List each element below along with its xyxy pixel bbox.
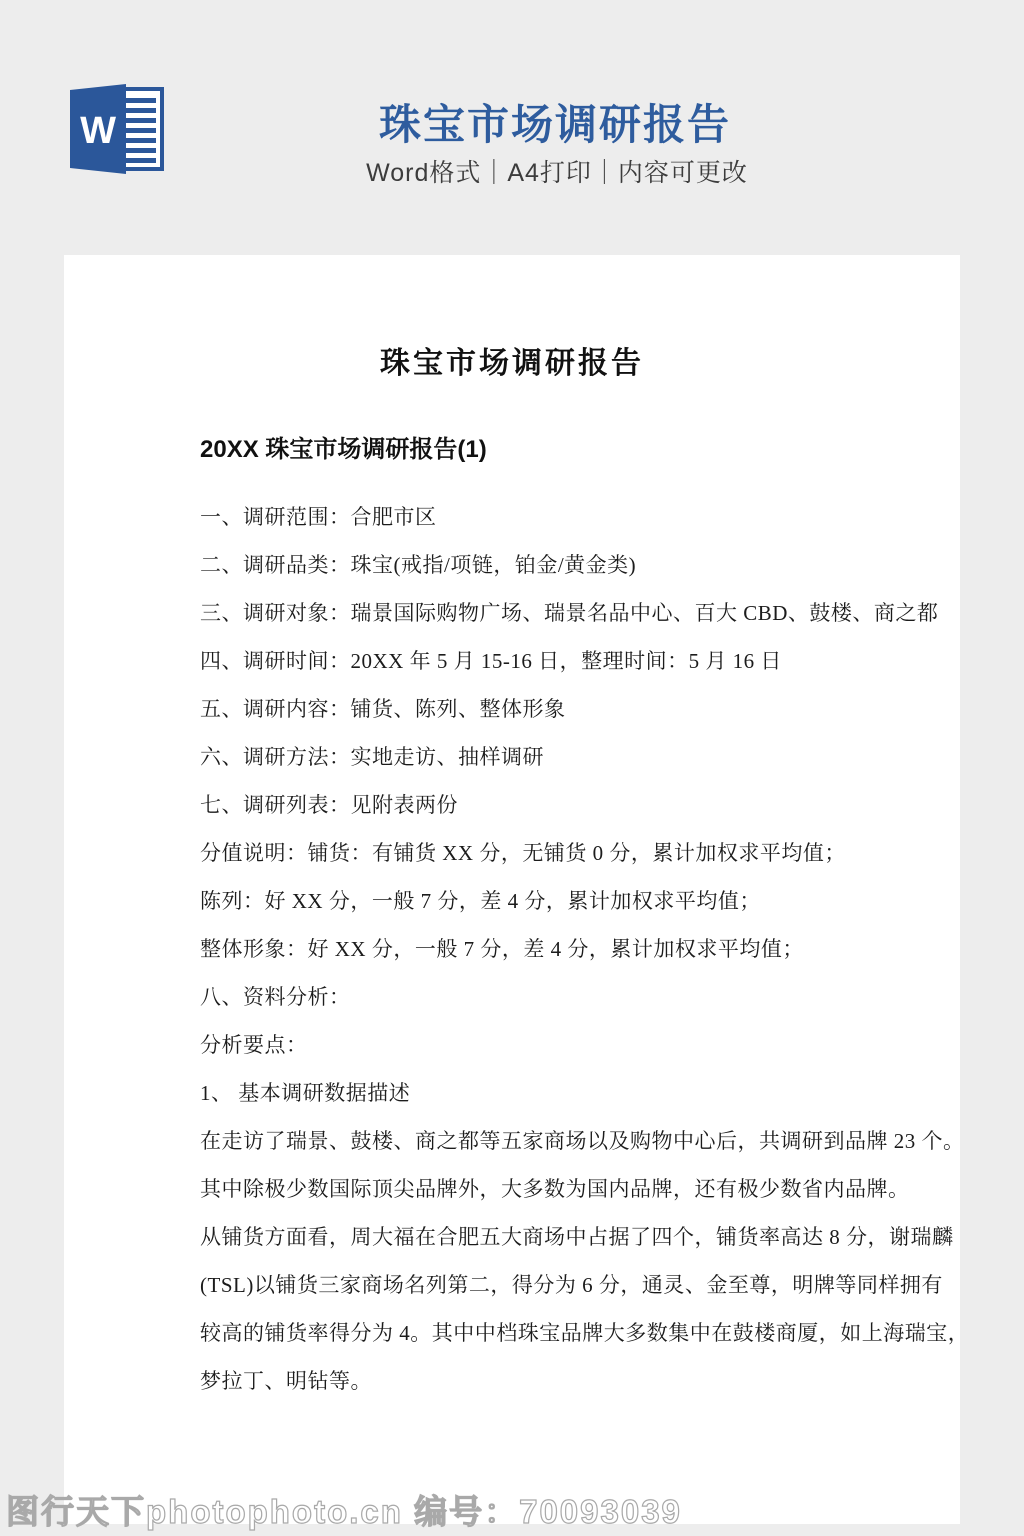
document-page xyxy=(64,255,970,1524)
word-document-icon xyxy=(62,80,166,178)
document-line: 陈列：好 XX 分，一般 7 分，差 4 分，累计加权求平均值； xyxy=(200,889,761,913)
template-preview-header xyxy=(0,0,1024,255)
document-line: 较高的铺货率得分为 4。其中中档珠宝品牌大多数集中在鼓楼商厦，如上海瑞宝， xyxy=(200,1321,970,1345)
document-line: 四、调研时间：20XX 年 5 月 15-16 日，整理时间：5 月 16 日 xyxy=(200,649,782,673)
document-line: 八、资料分析： xyxy=(200,985,351,1009)
document-line: 整体形象：好 XX 分，一般 7 分，差 4 分，累计加权求平均值； xyxy=(200,937,804,961)
template-subtitle: Word格式｜A4打印｜内容可更改 xyxy=(366,159,748,187)
document-line: 分值说明：铺货：有铺货 XX 分，无铺货 0 分，累计加权求平均值； xyxy=(200,841,846,865)
document-line: 一、调研范围：合肥市区 xyxy=(200,505,437,529)
document-line: 在走访了瑞景、鼓楼、商之都等五家商场以及购物中心后，共调研到品牌 23 个。 xyxy=(200,1129,965,1153)
document-line: 从铺货方面看，周大福在合肥五大商场中占据了四个，铺货率高达 8 分，谢瑞麟 xyxy=(200,1225,954,1249)
document-line: 梦拉丁、明钻等。 xyxy=(200,1369,372,1393)
document-line: (TSL)以铺货三家商场名列第二，得分为 6 分，通灵、金至尊，明牌等同样拥有 xyxy=(200,1273,943,1297)
document-line: 分析要点： xyxy=(200,1033,308,1057)
document-line: 其中除极少数国际顶尖品牌外，大多数为国内品牌，还有极少数省内品牌。 xyxy=(200,1177,910,1201)
template-title: 珠宝市场调研报告 xyxy=(378,101,732,148)
document-line: 二、调研品类：珠宝(戒指/项链，铂金/黄金类) xyxy=(200,553,637,577)
document-heading: 20XX 珠宝市场调研报告(1) xyxy=(200,436,487,463)
word-icon-letter: W xyxy=(80,110,116,152)
document-line: 六、调研方法：实地走访、抽样调研 xyxy=(200,745,544,769)
document-title: 珠宝市场调研报告 xyxy=(380,347,644,380)
document-line: 七、调研列表：见附表两份 xyxy=(200,793,458,817)
document-line: 五、调研内容：铺货、陈列、整体形象 xyxy=(200,697,566,721)
site-watermark: 图行天下photophoto.cn 编号：70093039 xyxy=(6,1493,682,1530)
document-line: 1、 基本调研数据描述 xyxy=(200,1081,411,1105)
document-line: 三、调研对象：瑞景国际购物广场、瑞景名品中心、百大 CBD、鼓楼、商之都 xyxy=(200,601,939,625)
